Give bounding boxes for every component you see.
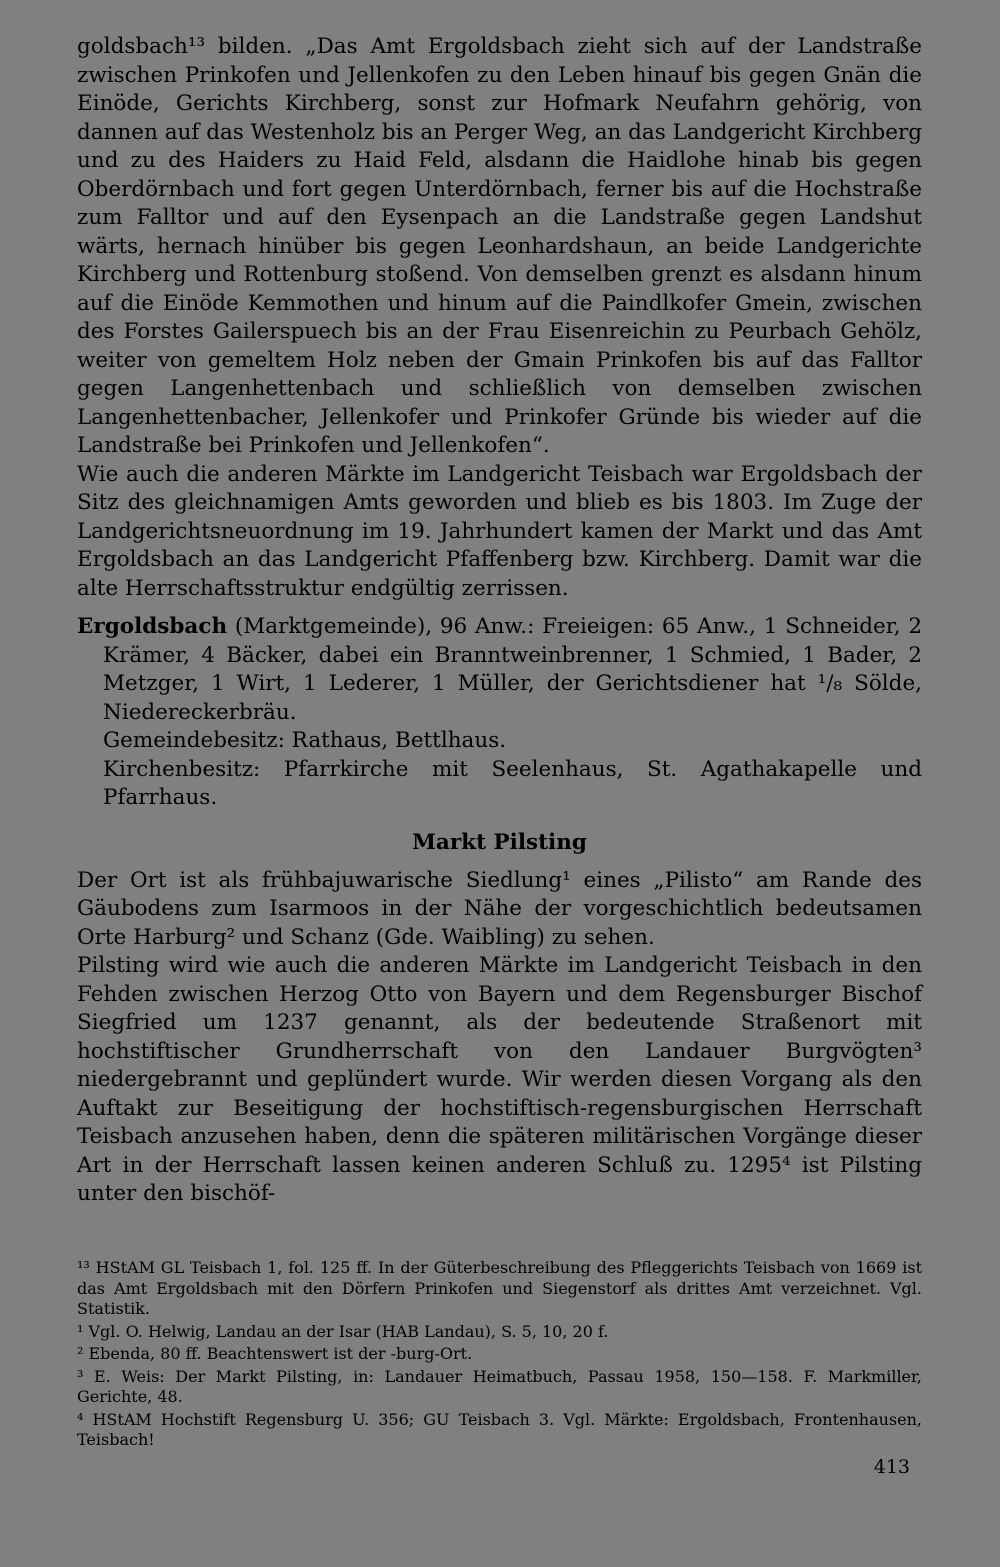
section-heading: Markt Pilsting (412, 829, 587, 855)
paragraph-1: goldsbach¹³ bilden. „Das Amt Ergoldsbach zieht sich auf der Landstraße zwischen Prinkofen und Jellenkofen zu den Leben hinauf bis gegen Gnän die Einöde, Gerichts Kirchberg, sonst zur Hofmark Neufahrn gehörig, von dannen auf das Westenholz bis an Perger Weg, an das Landgericht Kirchberg und zu des Haiders zu Haid Feld, alsdann die Haidlohe hinab bis gegen Oberdörnbach und fort gegen Unterdörnbach, ferner bis auf die Hochstraße zum Falltor und auf den Eysenpach an die Landstraße gegen Landshut wärts, hernach hinüber bis gegen Leonhardshaun, an beide Landgerichte Kirchberg und Rottenburg stoßend. Von demselben grenzt es alsdann hinum auf die Einöde Kemmothen und hinum auf die Paindlkofer Gmein, zwischen des Forstes Gailerspuech bis an der Frau Eisenreichin zu Peurbach Gehölz, weiter von gemeltem Holz neben der Gmain Prinkofen bis auf das Falltor gegen Langenhettenbach und schließlich von demselben zwischen Langenhettenbacher, Jellenkofer und Prinkofer Gründe bis wieder auf die Landstraße bei Prinkofen und Jellenkofen“. (77, 34, 922, 458)
entry-name: Ergoldsbach (77, 614, 228, 639)
footnote: ⁴ HStAM Hochstift Regensburg U. 356; GU Teisbach 3. Vgl. Märkte: Ergoldsbach, Frontenhausen, Teisbach! (77, 1409, 922, 1449)
footnote: ¹ Vgl. O. Helwig, Landau an der Isar (HAB Landau), S. 5, 10, 20 f. (77, 1321, 609, 1341)
footnote: ¹³ HStAM GL Teisbach 1, fol. 125 ff. In der Güterbeschreibung des Pfleggerichts Teisbach von 1669 ist das Amt Ergoldsbach mit den Dörfern Prinkofen und Siegenstorf als drittes Amt verzeichnet. Vgl. Statistik. (77, 1258, 922, 1318)
paragraph-4: Pilsting wird wie auch die anderen Märkte im Landgericht Teisbach in den Fehden zwischen Herzog Otto von Bayern und dem Regensburger Bischof Siegfried um 1237 genannt, als der bedeutende Straßenort mit hochstiftischer Grundherrschaft von den Landauer Burgvögten³ niedergebrannt und geplündert wurde. Wir werden diesen Vorgang als den Auftakt zur Beseitigung der hochstiftisch-regensburgischen Herrschaft Teisbach anzusehen haben, denn die späteren militärischen Vorgänge dieser Art in der Herrschaft lassen keinen anderen Schluß zu. 1295⁴ ist Pilsting unter den bischöf- (77, 953, 922, 1206)
kirchenbesitz: Kirchenbesitz: Pfarrkirche mit Seelenhaus, St. Agathakapelle und Pfarrhaus. (103, 756, 922, 810)
footnote: ² Ebenda, 80 ff. Beachtenswert ist der -burg-Ort. (77, 1344, 473, 1363)
paragraph-3: Der Ort ist als frühbajuwarische Siedlung¹ eines „Pilisto“ am Rande des Gäubodens zum Isarmoos in der Nähe der vorgeschichtlich bedeutsamen Orte Harburg² und Schanz (Gde. Waibling) zu sehen. (77, 867, 922, 950)
gemeindebesitz: Gemeindebesitz: Rathaus, Bettlhaus. (103, 728, 507, 753)
footnote: ³ E. Weis: Der Markt Pilsting, in: Landauer Heimatbuch, Passau 1958, 150—158. F. Markmiller, Gerichte, 48. (77, 1366, 922, 1406)
footnotes (77, 1258, 922, 1453)
entry-text: (Marktgemeinde), 96 Anw.: Freieigen: 65 Anw., 1 Schneider, 2 Krämer, 4 Bäcker, dabei ein Branntweinbrenner, 1 Schmied, 1 Bader, 2 Metzger, 1 Wirt, 1 Lederer, 1 Müller, der Gerichtsdiener hat ¹/₈ Sölde, Niedereckerbräu. (103, 614, 922, 725)
entry-ergoldsbach (77, 613, 922, 727)
page-number: 413 (873, 1456, 910, 1478)
paragraph-2: Wie auch die anderen Märkte im Landgericht Teisbach war Ergoldsbach der Sitz des gleichnamigen Amts geworden und blieb es bis 1803. Im Zuge der Landgerichtsneuordnung im 19. Jahrhundert kamen der Markt und das Amt Ergoldsbach an das Landgericht Pfaffenberg bzw. Kirchberg. Damit war die alte Herrschaftsstruktur endgültig zerrissen. (77, 461, 922, 601)
